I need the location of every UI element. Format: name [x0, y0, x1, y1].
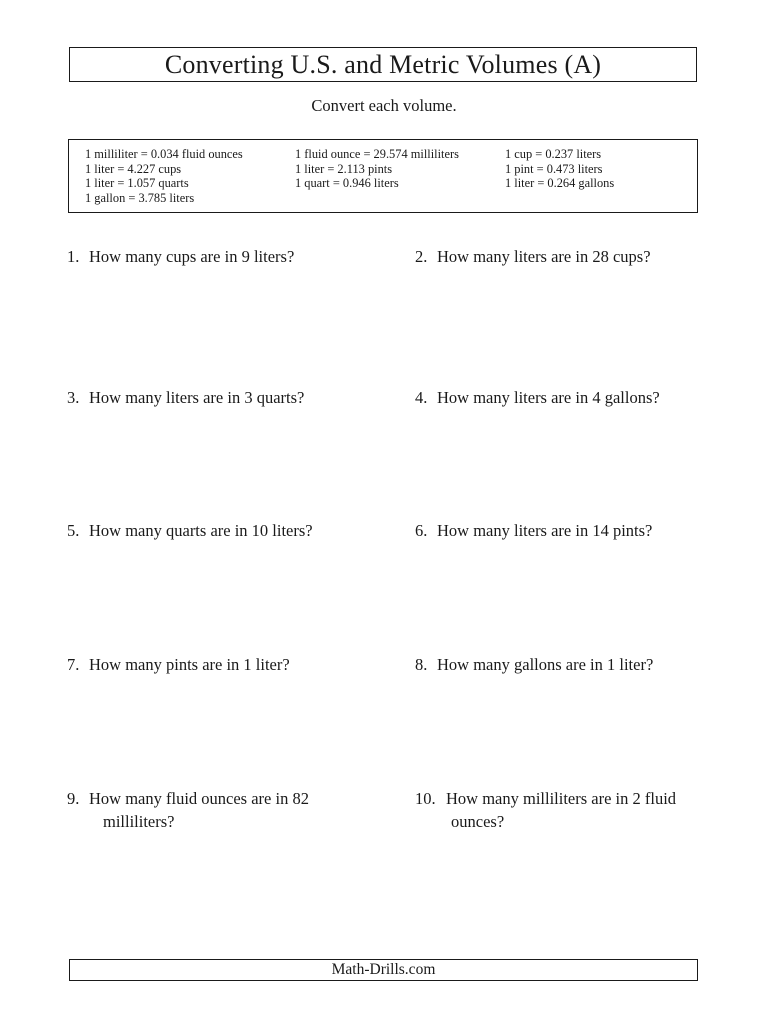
worksheet-title-box [69, 47, 697, 82]
instructions: Convert each volume. [311, 96, 457, 115]
problem-10 [415, 787, 695, 833]
problem-number: 9. [67, 789, 80, 808]
problem-8 [415, 653, 715, 676]
problem-question: How many liters are in 3 quarts? [89, 388, 305, 407]
reference-item: 1 milliliter = 0.034 fluid ounces [85, 147, 243, 161]
problem-question: How many cups are in 9 liters? [89, 247, 295, 266]
problem-number: 3. [67, 388, 80, 407]
worksheet-title: Converting U.S. and Metric Volumes (A) [164, 49, 602, 79]
reference-item: 1 fluid ounce = 29.574 milliliters [295, 147, 459, 161]
reference-item: 1 pint = 0.473 liters [505, 161, 603, 176]
problem-question: How many pints are in 1 liter? [89, 655, 290, 674]
reference-column-2 [295, 147, 459, 191]
reference-column-1 [85, 147, 243, 205]
problem-question: How many quarts are in 10 liters? [89, 521, 313, 540]
reference-item: 1 liter = 1.057 quarts [85, 176, 189, 190]
problem-number: 4. [415, 388, 428, 407]
reference-item: 1 liter = 2.113 pints [295, 161, 393, 176]
problem-question: How many milliliters are in 2 fluid ounces? [446, 789, 677, 831]
reference-item: 1 liter = 4.227 cups [85, 161, 182, 176]
problem-number: 1. [67, 247, 80, 266]
problem-4 [415, 386, 715, 409]
reference-item: 1 quart = 0.946 liters [295, 176, 399, 190]
problem-question: How many liters are in 28 cups? [437, 247, 651, 266]
problem-9 [67, 787, 357, 833]
reference-item: 1 liter = 0.264 gallons [505, 176, 615, 190]
problem-number: 7. [67, 655, 80, 674]
problem-7 [67, 653, 367, 676]
footer-text: Math-Drills.com [331, 961, 436, 978]
problem-number: 6. [415, 521, 428, 540]
problem-question: How many liters are in 4 gallons? [437, 388, 660, 407]
problem-question: How many liters are in 14 pints? [437, 521, 653, 540]
problem-number: 8. [415, 655, 428, 674]
problem-1 [67, 245, 367, 268]
problem-number: 2. [415, 247, 428, 266]
problem-question: How many fluid ounces are in 82 milliliters? [89, 789, 309, 831]
conversion-reference-box [68, 139, 698, 213]
problem-number: 5. [67, 521, 80, 540]
reference-item: 1 gallon = 3.785 liters [85, 190, 195, 205]
problem-number: 10. [415, 789, 436, 808]
problem-5 [67, 519, 367, 542]
reference-column-3 [505, 147, 614, 191]
problem-6 [415, 519, 715, 542]
footer [69, 959, 698, 981]
problem-question: How many gallons are in 1 liter? [437, 655, 654, 674]
reference-item: 1 cup = 0.237 liters [505, 147, 602, 161]
problem-2 [415, 245, 715, 268]
problem-3 [67, 386, 367, 409]
